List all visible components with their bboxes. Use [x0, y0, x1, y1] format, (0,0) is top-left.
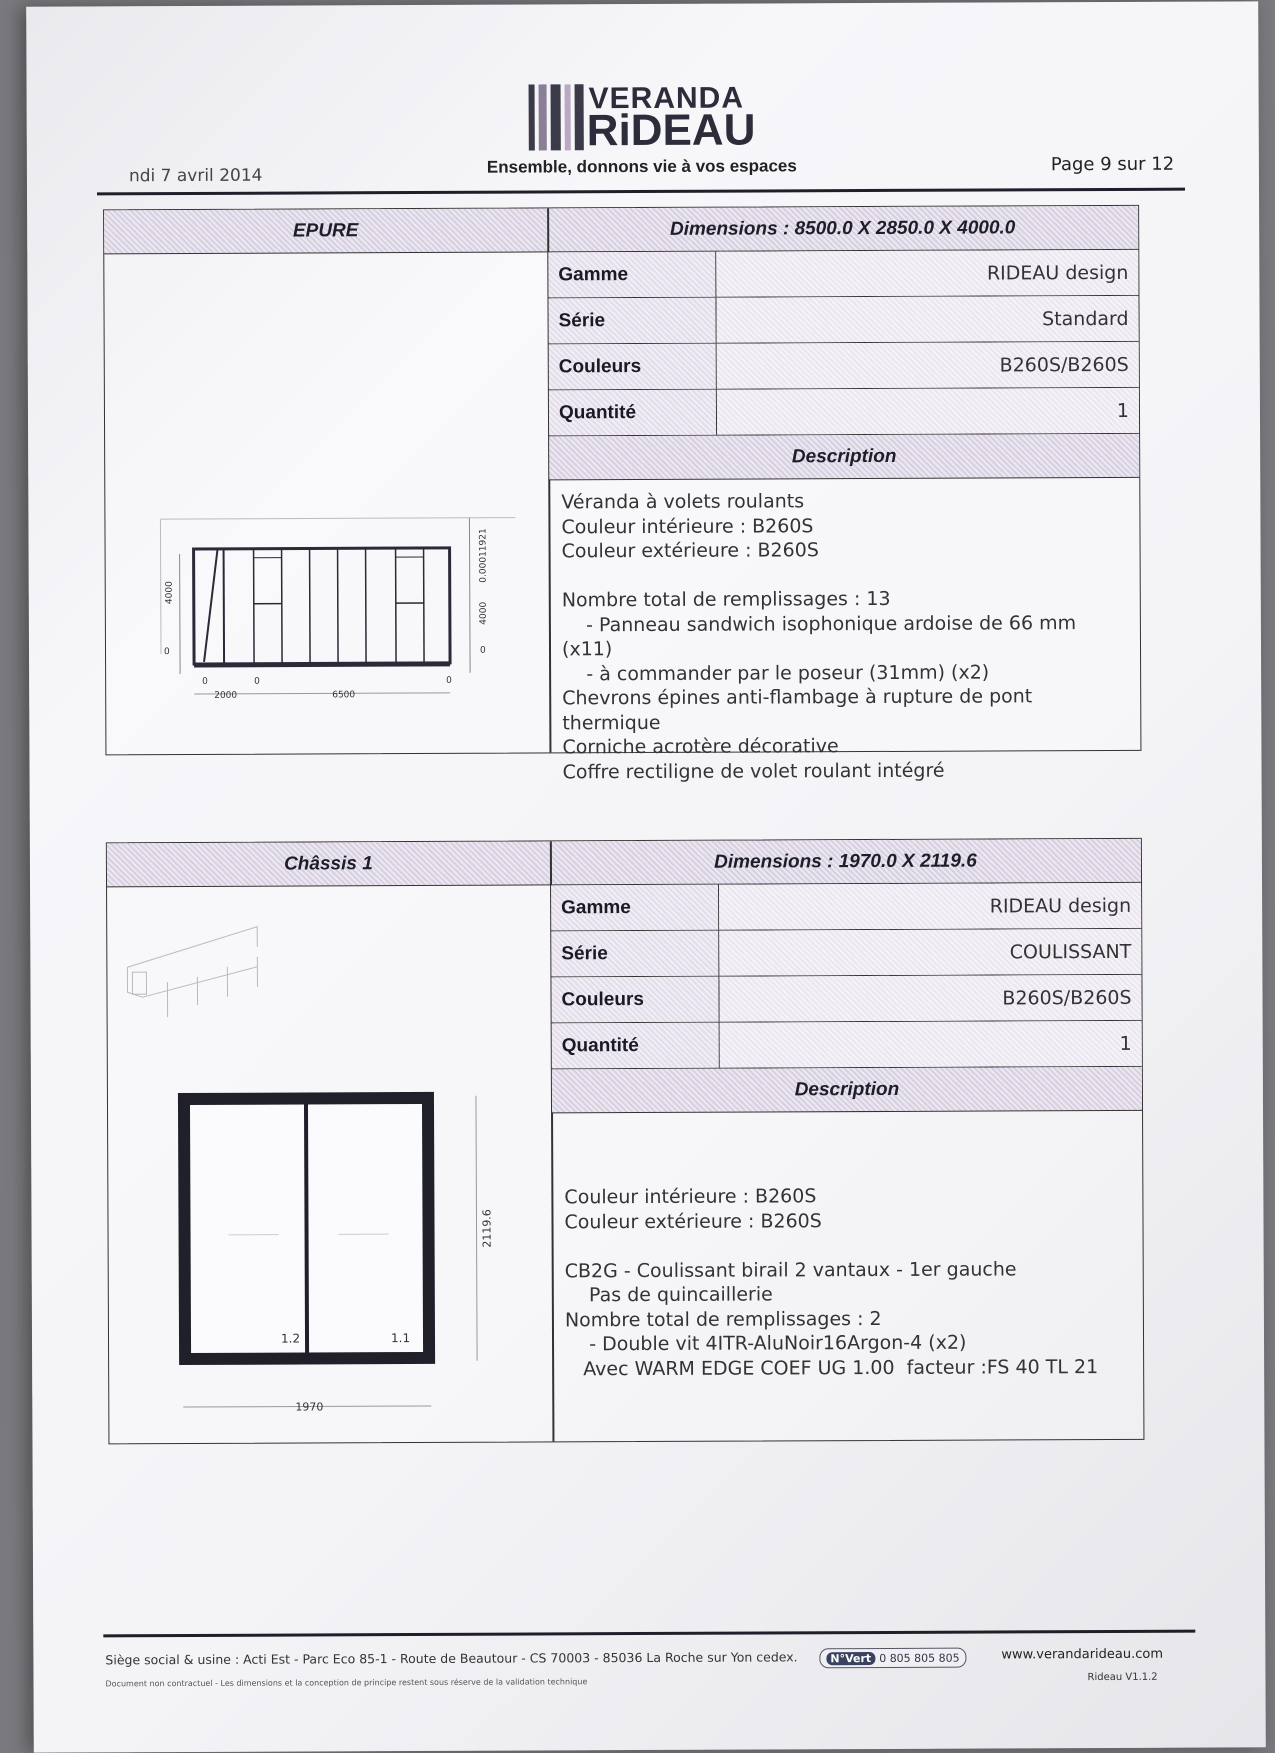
description-text: Couleur intérieure : B260S Couleur extérieure : B260S CB2G - Coulissant birail 2 vantaux - 1er gauche Pas de quincaillerie Nombre total de remplissages : 2 - Double vit 4ITR-AluNoir16Argon-4 (x2) Avec WARM EDGE COEF UG 1.00 facteur :FS 40 TL 21 — [564, 1183, 1135, 1381]
spec-label: Quantité — [552, 1023, 720, 1069]
logo-text-rideau: RiDEAU — [587, 106, 756, 157]
page-number: Page 9 sur 12 — [1051, 154, 1174, 176]
dim-right-zero: 0 — [480, 646, 486, 656]
epure-drawing — [104, 252, 549, 754]
phone-number: 0 805 805 805 — [879, 1651, 960, 1664]
page-header — [98, 62, 1179, 207]
leaf-label-left: 1.2 — [281, 1332, 300, 1346]
footer-legal-note: Document non contractuel - Les dimensions et la conception de principe restent sous réserve de la validation technique — [105, 1677, 587, 1688]
dim-right-height: 4000 — [479, 602, 489, 625]
dim-left-height: 4000 — [165, 581, 175, 604]
spec-row-couleurs — [549, 342, 1139, 391]
spec-value: 1 — [717, 388, 1139, 435]
spec-row-gamme — [551, 883, 1141, 932]
description-title: Description — [552, 1067, 1142, 1114]
company-tagline: Ensemble, donnons vie à vos espaces — [487, 156, 797, 177]
footer-website: www.verandarideau.com — [1001, 1647, 1163, 1663]
description-text: Véranda à volets roulants Couleur intérieure : B260S Couleur extérieure : B260S Nombre total de remplissages : 13 - Panneau sandwich isophonique ardoise de 66 mm (x11) - à commander par le poseur (31mm) (x2) Chevrons épines anti-flambage à rupture de pont thermique Corniche acrotère décorative Coffre rectiligne de volet roulant intégré — [561, 488, 1132, 784]
logo-bars-icon — [529, 84, 585, 150]
logo-text-veranda: VERANDA — [589, 82, 745, 117]
footer-divider — [103, 1630, 1195, 1638]
dim-bottom-6500: 6500 — [332, 690, 355, 700]
spec-label: Gamme — [551, 885, 719, 931]
product-block-chassis-1 — [106, 838, 1145, 1445]
leaf-label-right: 1.1 — [391, 1331, 410, 1345]
dim-bottom-zero-1: 0 — [202, 677, 208, 687]
spec-value: RIDEAU design — [719, 883, 1141, 930]
phone-badge — [819, 1648, 966, 1669]
spec-row-couleurs — [551, 975, 1141, 1024]
chassis-drawing — [107, 885, 552, 1442]
block-dimensions: Dimensions : 1970.0 X 2119.6 — [550, 839, 1141, 886]
block-title: Châssis 1 — [107, 841, 550, 887]
block-title: EPURE — [104, 208, 547, 254]
spec-row-gamme — [548, 250, 1138, 299]
spec-row-serie — [548, 296, 1138, 345]
dim-left-zero: 0 — [164, 647, 170, 657]
spec-label: Couleurs — [551, 977, 719, 1023]
spec-value: 1 — [720, 1021, 1142, 1068]
dim-bottom-zero-2: 0 — [254, 677, 260, 687]
dim-bottom-2000: 2000 — [214, 691, 237, 701]
spec-label: Série — [548, 298, 716, 344]
footer-address: Siège social & usine : Acti Est - Parc Eco 85-1 - Route de Beautour - CS 70003 - 85036 La Roche sur Yon cedex. — [105, 1649, 797, 1667]
company-logo — [529, 75, 789, 156]
phone-badge-label: N°Vert — [826, 1652, 875, 1665]
spec-value: Standard — [716, 296, 1138, 343]
spec-value: RIDEAU design — [716, 250, 1138, 297]
dim-height: 2119.6 — [480, 1209, 493, 1248]
product-block-epure — [103, 205, 1141, 756]
spec-value: COULISSANT — [719, 929, 1141, 976]
spec-label: Gamme — [548, 252, 716, 298]
spec-row-serie — [551, 929, 1141, 978]
spec-value: B260S/B260S — [717, 342, 1139, 389]
document-date: ndi 7 avril 2014 — [129, 166, 263, 187]
spec-row-quantite — [549, 388, 1139, 437]
dim-width: 1970 — [295, 1400, 323, 1413]
document-page — [26, 1, 1266, 1752]
dim-bottom-zero-3: 0 — [446, 676, 452, 686]
block-dimensions: Dimensions : 8500.0 X 2850.0 X 4000.0 — [547, 206, 1138, 253]
spec-label: Couleurs — [549, 344, 717, 390]
dim-right-small: 0.00011921 — [478, 528, 488, 582]
spec-value: B260S/B260S — [719, 975, 1141, 1022]
spec-label: Série — [551, 931, 719, 977]
description-title: Description — [549, 434, 1139, 481]
footer-version: Rideau V1.1.2 — [1087, 1672, 1157, 1683]
spec-label: Quantité — [549, 390, 717, 436]
spec-row-quantite — [552, 1021, 1142, 1070]
